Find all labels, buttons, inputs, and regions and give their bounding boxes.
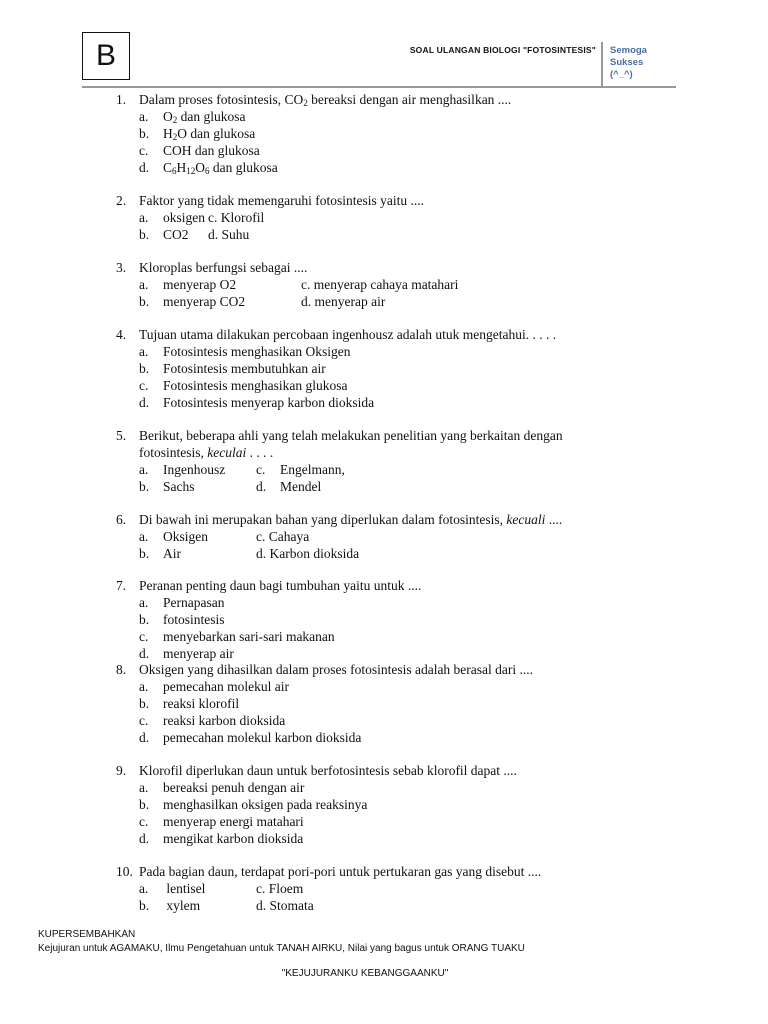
option-c: c. menyerap cahaya matahari xyxy=(301,277,459,292)
option-d: d. Karbon dioksida xyxy=(256,546,360,561)
option-a: a. lentisel xyxy=(139,881,206,896)
header-rule xyxy=(82,86,676,88)
question-4 xyxy=(116,326,646,411)
header-divider xyxy=(601,42,603,86)
option-a: a. Fotosintesis menghasikan Oksigen xyxy=(139,344,351,359)
question-5 xyxy=(116,427,646,495)
question-2 xyxy=(116,192,646,243)
option-d: d. pemecahan molekul karbon dioksida xyxy=(139,730,362,745)
option-d: d. Suhu xyxy=(208,227,250,242)
option-b: b. menghasilkan oksigen pada reaksinya xyxy=(139,797,368,812)
option-b: b. Fotosintesis membutuhkan air xyxy=(139,361,326,376)
exam-version-box: B xyxy=(82,32,130,80)
option-a: a. bereaksi penuh dengan air xyxy=(139,780,305,795)
option-a: a. $O_2$ dan glukosa xyxy=(139,109,246,125)
option-b: b. Air xyxy=(139,546,181,561)
option-a: a. Pernapasan xyxy=(139,595,225,610)
motto-line: (^_^) xyxy=(610,69,633,80)
question-number: 9. xyxy=(116,763,127,778)
question-7 xyxy=(116,577,646,662)
exam-title: SOAL ULANGAN BIOLOGI "FOTOSINTESIS" xyxy=(409,45,596,55)
question-10 xyxy=(116,863,646,914)
question-9 xyxy=(116,762,646,847)
option-c: c. Floem xyxy=(256,881,304,896)
question-text: Di bawah ini merupakan bahan yang diperlukan dalam fotosintesis, kecuali .... xyxy=(139,512,563,527)
question-number: 5. xyxy=(116,428,127,443)
option-c: c. menyerap energi matahari xyxy=(139,814,304,829)
footer-heading: KUPERSEMBAHKAN xyxy=(38,929,136,940)
option-a: a. pemecahan molekul air xyxy=(139,679,289,694)
question-text: Dalam proses fotosintesis, $CO_2$ bereaksi dengan air menghasilkan .... xyxy=(139,92,512,108)
option-a: a. menyerap O2 xyxy=(139,277,237,292)
option-c: c. Klorofil xyxy=(208,210,265,225)
option-c: c. Engelmann, xyxy=(256,462,345,477)
question-text-continued: fotosintesis, keculai . . . . xyxy=(139,445,274,460)
option-c: c. Cahaya xyxy=(256,529,310,544)
option-b: b. $H_2O$ dan glukosa xyxy=(139,126,256,142)
question-number: 10. xyxy=(116,864,133,879)
question-text: Klorofil diperlukan daun untuk berfotosintesis sebab klorofil dapat .... xyxy=(139,763,517,778)
option-c: c. Fotosintesis menghasikan glukosa xyxy=(139,378,348,393)
option-c: c. COH dan glukosa xyxy=(139,143,260,158)
option-b: b. Sachs xyxy=(139,479,195,494)
question-number: 1. xyxy=(116,92,127,107)
motto xyxy=(610,45,647,81)
question-text: Berikut, beberapa ahli yang telah melakukan penelitian yang berkaitan dengan xyxy=(139,428,563,443)
question-text: Oksigen yang dihasilkan dalam proses fotosintesis adalah berasal dari .... xyxy=(139,662,534,677)
option-b: b. xylem xyxy=(139,898,201,913)
option-d: d. Fotosintesis menyerap karbon dioksida xyxy=(139,395,375,410)
question-6 xyxy=(116,511,646,562)
option-b: b. reaksi klorofil xyxy=(139,696,240,711)
question-number: 8. xyxy=(116,662,127,677)
option-d: d. Stomata xyxy=(256,898,314,913)
motto-line: Semoga xyxy=(610,45,647,56)
question-text: Kloroplas berfungsi sebagai .... xyxy=(139,260,308,275)
question-number: 2. xyxy=(116,193,127,208)
question-number: 3. xyxy=(116,260,127,275)
question-number: 4. xyxy=(116,327,127,342)
question-text: Peranan penting daun bagi tumbuhan yaitu untuk .... xyxy=(139,578,422,593)
option-c: c. menyebarkan sari-sari makanan xyxy=(139,629,335,644)
option-b: b. menyerap CO2 xyxy=(139,294,246,309)
option-d: d. mengikat karbon dioksida xyxy=(139,831,304,846)
option-b: b. fotosintesis xyxy=(139,612,225,627)
option-a: a. oksigen xyxy=(139,210,205,225)
question-text: Pada bagian daun, terdapat pori-pori untuk pertukaran gas yang disebut .... xyxy=(139,864,542,879)
question-3 xyxy=(116,259,646,310)
footer-dedication: Kejujuran untuk AGAMAKU, Ilmu Pengetahuan untuk TANAH AIRKU, Nilai yang bagus untuk ORANG TUAKU xyxy=(38,943,525,954)
option-d: d. $C_6H_{12}O_6$ dan glukosa xyxy=(139,160,278,176)
option-a: a. Oksigen xyxy=(139,529,208,544)
option-d: d. menyerap air xyxy=(301,294,386,309)
question-number: 7. xyxy=(116,578,127,593)
question-text: Tujuan utama dilakukan percobaan ingenhousz adalah utuk mengetahui. . . . . xyxy=(139,327,557,342)
option-c: c. reaksi karbon dioksida xyxy=(139,713,286,728)
option-d: d. menyerap air xyxy=(139,646,234,661)
footer-tagline: "KEJUJURANKU KEBANGGAANKU" xyxy=(281,968,449,979)
footer xyxy=(38,928,525,956)
option-b: b. CO2 xyxy=(139,227,189,242)
question-8 xyxy=(116,661,646,746)
question-number: 6. xyxy=(116,512,127,527)
question-text: Faktor yang tidak memengaruhi fotosintesis yaitu .... xyxy=(139,193,424,208)
motto-line: Sukses xyxy=(610,57,644,68)
question-1 xyxy=(116,91,646,176)
option-d: d. Mendel xyxy=(256,479,322,494)
option-a: a. Ingenhousz xyxy=(139,462,226,477)
